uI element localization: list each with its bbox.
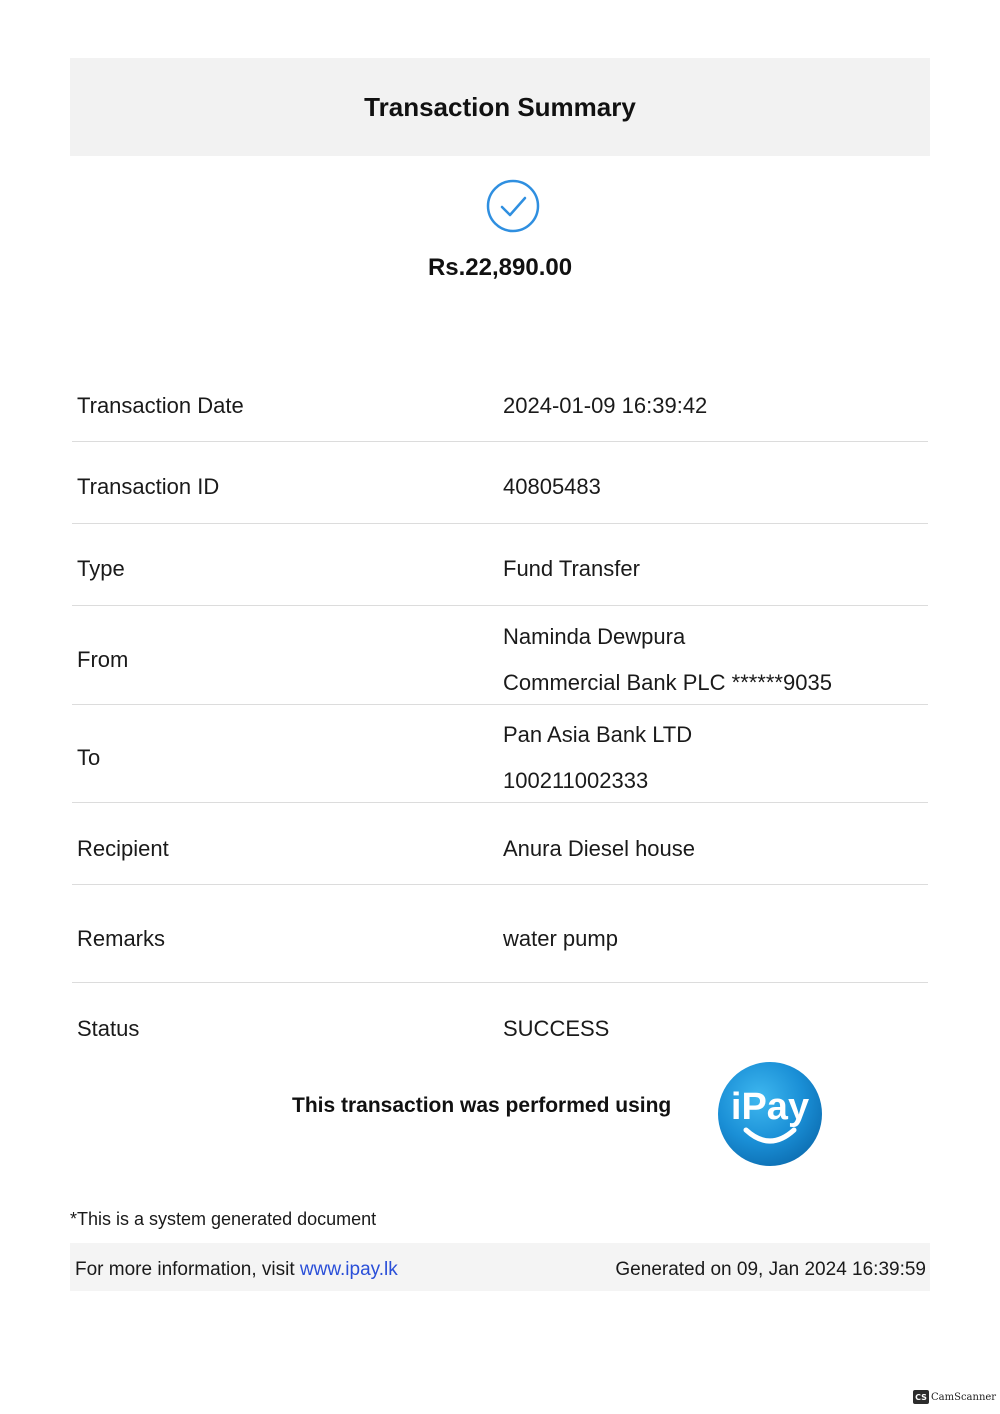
system-note: *This is a system generated document xyxy=(70,1209,377,1229)
performed-using-text: This transaction was performed using xyxy=(292,1094,672,1117)
ipay-logo-text: iPay xyxy=(730,1086,810,1128)
transaction-amount: Rs.22,890.00 xyxy=(427,254,573,281)
footer-bar xyxy=(70,1243,930,1291)
value-transaction-date: 2024-01-09 16:39:42 xyxy=(503,393,708,418)
row-status xyxy=(72,983,928,1063)
value-transaction-id: 40805483 xyxy=(503,474,601,499)
row-transaction-id xyxy=(72,442,928,524)
label-remarks: Remarks xyxy=(77,926,166,951)
value-remarks: water pump xyxy=(503,926,618,951)
ipay-website-link[interactable]: www.ipay.lk xyxy=(299,1259,398,1280)
label-transaction-id: Transaction ID xyxy=(77,474,220,499)
value-from-account: Commercial Bank PLC ******9035 xyxy=(503,670,832,695)
header-bar xyxy=(70,58,930,156)
success-check-icon xyxy=(486,179,540,233)
label-type: Type xyxy=(77,556,125,581)
value-type: Fund Transfer xyxy=(503,556,640,581)
page-title: Transaction Summary xyxy=(364,91,636,122)
value-recipient: Anura Diesel house xyxy=(503,836,696,861)
value-to-bank: Pan Asia Bank LTD xyxy=(503,722,693,747)
camscanner-text: CamScanner xyxy=(931,1391,997,1403)
camscanner-badge-icon: CS xyxy=(913,1390,929,1404)
footer-info-prefix: For more information, visit xyxy=(75,1259,295,1280)
row-type xyxy=(72,524,928,606)
camscanner-watermark xyxy=(913,1390,996,1404)
generated-timestamp: Generated on 09, Jan 2024 16:39:59 xyxy=(615,1259,926,1280)
row-recipient xyxy=(72,803,928,885)
footer-info xyxy=(75,1259,398,1281)
row-transaction-date xyxy=(72,364,928,442)
ipay-logo-icon xyxy=(716,1060,824,1168)
row-remarks xyxy=(72,885,928,983)
details-table xyxy=(72,364,928,1063)
label-status: Status xyxy=(77,1016,140,1041)
value-from-name: Naminda Dewpura xyxy=(503,624,686,649)
value-status: SUCCESS xyxy=(503,1016,610,1041)
label-from: From xyxy=(77,647,129,672)
row-to xyxy=(72,705,928,803)
label-recipient: Recipient xyxy=(77,836,169,861)
label-to: To xyxy=(77,745,101,770)
row-from xyxy=(72,606,928,705)
value-to-account: 100211002333 xyxy=(503,768,649,793)
label-transaction-date: Transaction Date xyxy=(77,393,244,418)
